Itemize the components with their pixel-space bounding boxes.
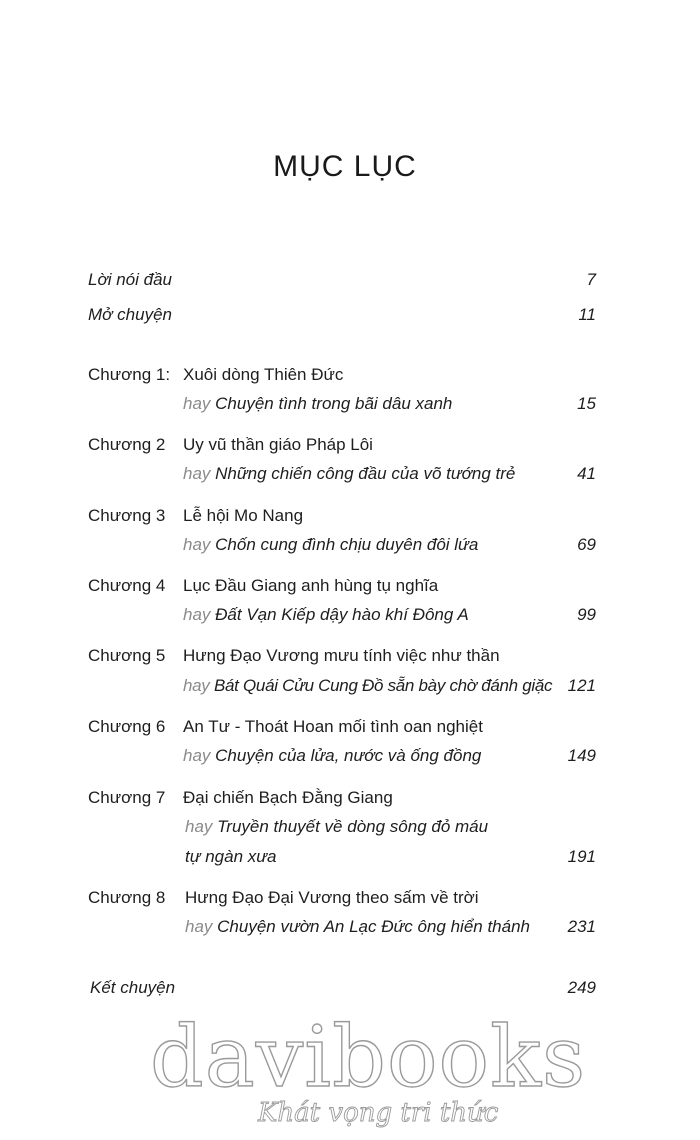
chapter-title: An Tư - Thoát Hoan mối tình oan nghiệt: [183, 717, 483, 736]
chapter-page: 15: [577, 394, 596, 413]
chapter-number: Chương 2: [88, 435, 166, 454]
chapter-number: Chương 4: [88, 576, 166, 595]
chapter-subtitle-line: [183, 534, 478, 556]
hay-word: hay: [183, 605, 211, 624]
hay-word: hay: [185, 917, 213, 936]
toc-entry-label: Kết chuyện: [90, 978, 176, 997]
chapter-subtitle-line: [183, 393, 452, 415]
chapter-subtitle-continued: tự ngàn xưa: [185, 847, 277, 866]
chapter-subtitle: Chuyện của lửa, nước và ống đồng: [215, 746, 482, 765]
hay-word: hay: [183, 676, 210, 695]
chapter-subtitle: Truyền thuyết về dòng sông đỏ máu: [217, 817, 489, 836]
chapter-subtitle: Đất Vạn Kiếp dậy hào khí Đông A: [215, 605, 469, 624]
chapter-subtitle: Những chiến công đầu của võ tướng trẻ: [215, 464, 516, 483]
hay-word: hay: [183, 464, 211, 483]
toc-entry-page: 7: [586, 270, 596, 289]
hay-word: hay: [185, 817, 213, 836]
hay-word: hay: [183, 746, 211, 765]
chapter-subtitle-line: [185, 816, 488, 838]
chapter-number: Chương 1:: [88, 365, 171, 384]
chapter-subtitle-line: [185, 916, 530, 938]
hay-word: hay: [183, 535, 211, 554]
chapter-title: Xuôi dòng Thiên Đức: [183, 365, 344, 384]
chapter-page: 41: [577, 464, 596, 483]
toc-entry-page: 11: [578, 305, 596, 324]
chapter-subtitle: Chốn cung đình chịu duyên đôi lứa: [215, 535, 479, 554]
chapter-title: Lục Đầu Giang anh hùng tụ nghĩa: [183, 576, 439, 595]
chapter-subtitle: Chuyện vườn An Lạc Đức ông hiển thánh: [217, 917, 530, 936]
toc-entry-label: Lời nói đầu: [88, 270, 173, 289]
chapter-number: Chương 6: [88, 717, 166, 736]
chapter-number: Chương 7: [88, 788, 166, 807]
chapter-page: 69: [577, 535, 596, 554]
chapter-number: Chương 8: [88, 888, 166, 907]
chapter-page: 121: [567, 676, 596, 695]
chapter-page: 99: [577, 605, 596, 624]
chapter-subtitle-line: [183, 745, 481, 767]
chapter-subtitle: Chuyện tình trong bãi dâu xanh: [215, 394, 453, 413]
chapter-page: 191: [567, 847, 596, 866]
chapter-page: 149: [567, 746, 596, 765]
chapter-page: 231: [567, 917, 596, 936]
chapter-subtitle-line: [183, 675, 552, 697]
chapter-number: Chương 3: [88, 506, 166, 525]
chapter-title: Uy vũ thần giáo Pháp Lôi: [183, 435, 373, 454]
hay-word: hay: [183, 394, 211, 413]
toc-entry-page: 249: [567, 978, 596, 997]
chapter-title: Hưng Đạo Đại Vương theo sấm về trời: [185, 888, 479, 907]
watermark-slogan: Khát vọng tri thức: [258, 1098, 499, 1128]
chapter-title: Hưng Đạo Vương mưu tính việc như thần: [183, 646, 500, 665]
chapter-subtitle: Bát Quái Cửu Cung Đồ sẵn bày chờ đánh giặc: [213, 676, 553, 695]
chapter-number: Chương 5: [88, 646, 166, 665]
chapter-subtitle-line: [183, 604, 469, 626]
page-title: MỤC LỤC: [273, 150, 417, 183]
toc-entry-label: Mở chuyện: [88, 305, 172, 324]
chapter-subtitle-line: [183, 463, 515, 485]
chapter-title: Đại chiến Bạch Đằng Giang: [183, 788, 393, 807]
chapter-title: Lễ hội Mo Nang: [183, 506, 304, 525]
watermark-brand: davibooks: [150, 1008, 587, 1106]
